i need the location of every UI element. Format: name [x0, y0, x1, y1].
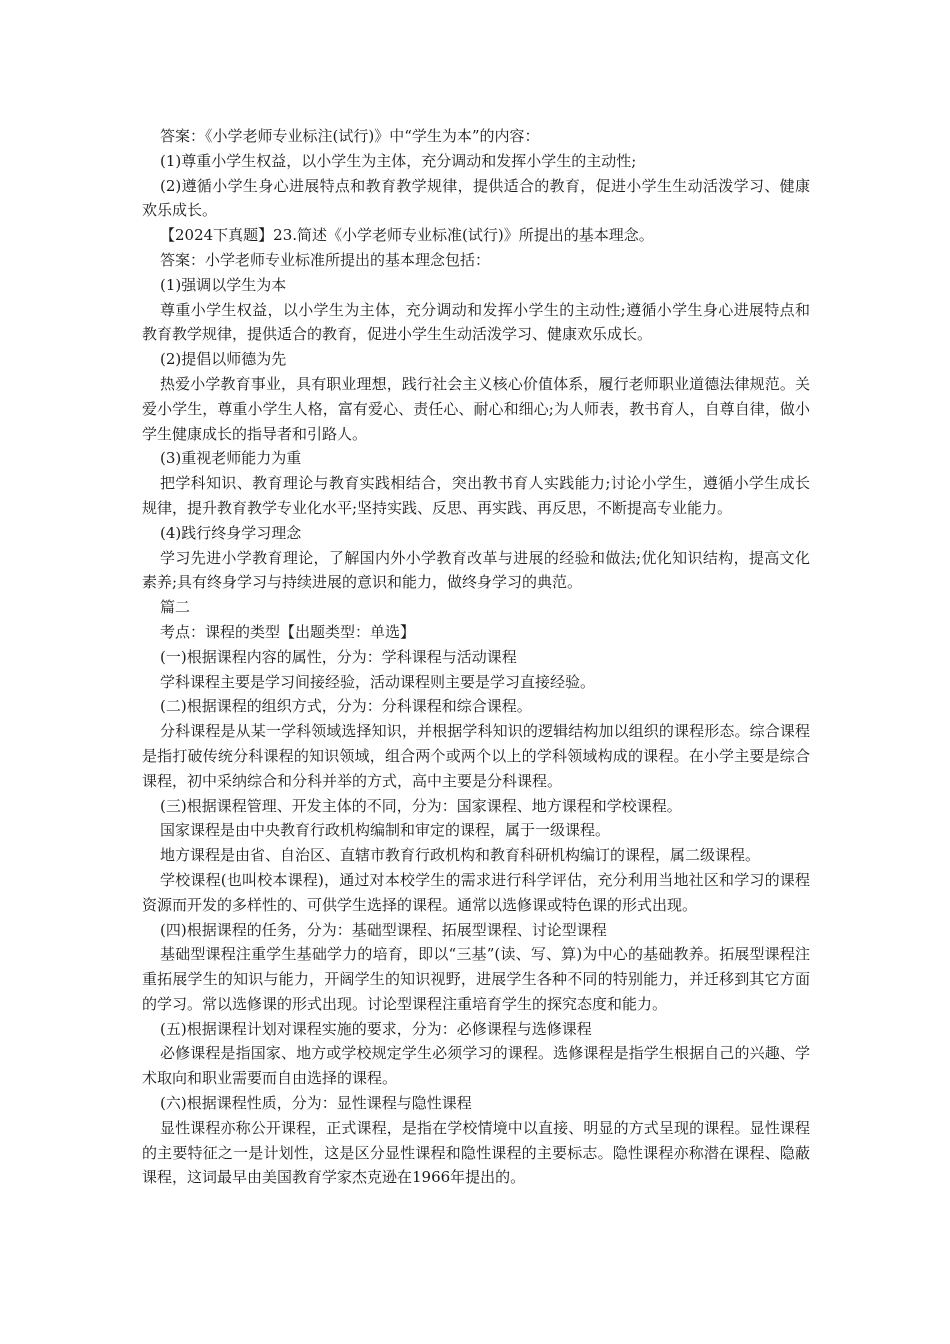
section-body: 显性课程亦称公开课程，正式课程，是指在学校情境中以直接、明显的方式呈现的课程。显性课程的主要特征之一是计划性，这是区分显性课程和隐性课程的主要标志。隐性课程亦称潜在课程、隐蔽课程，这词最早由美国教育学家杰克逊在1966年提出的。 — [142, 1118, 810, 1187]
section-heading: (4)践行终身学习理念 — [160, 523, 302, 542]
answer-intro: 答案：《小学老师专业标注(试行)》中“学生为本”的内容： — [160, 127, 540, 145]
section-body: 必修课程是指国家、地方或学校规定学生必须学习的课程。选修课程是指学生根据自己的兴趣、学术取向和职业需要而自由选择的课程。 — [142, 1044, 810, 1088]
section-heading: (2)提倡以师德为先 — [160, 350, 287, 369]
section-body: 基础型课程注重学生基础学力的培育，即以“三基”(读、写、算)为中心的基础教养。拓展型课程注重拓展学生的知识与能力，开阔学生的知识视野，进展学生各种不同的特别能力，并迁移到其它方面的学习。常以选修课的形式出现。讨论型课程注重培育学生的探究态度和能力。 — [142, 945, 810, 1013]
topic-heading: 考点：课程的类型【出题类型：单选】 — [160, 622, 416, 641]
section-body: 分科课程是从某一学科领域选择知识，并根据学科知识的逻辑结构加以组织的课程形态。综合课程是指打破传统分科课程的知识领域，组合两个或两个以上的学科领域构成的课程。在小学主要是综合课程，初中采纳综合和分科并举的方式，高中主要是分科课程。 — [142, 722, 810, 790]
part-title: 篇二 — [160, 598, 191, 617]
section-heading: (五)根据课程计划对课程实施的要求，分为：必修课程与选修课程 — [160, 1019, 592, 1038]
document-body — [142, 124, 810, 1190]
section-body: 热爱小学教育事业，具有职业理想，践行社会主义核心价值体系，履行老师职业道德法律规范。关爱小学生，尊重小学生人格，富有爱心、责任心、耐心和细心;为人师表，教书育人，自尊自律，做小学生健康成长的指导者和引路人。 — [142, 374, 810, 443]
section-heading: (四)根据课程的任务，分为：基础型课程、拓展型课程、讨论型课程 — [160, 920, 607, 939]
section-body: 地方课程是由省、自治区、直辖市教育行政机构和教育科研机构编订的课程，属二级课程。 — [160, 846, 761, 865]
section-body: 学习先进小学教育理论，了解国内外小学教育改革与进展的经验和做法;优化知识结构，提高文化素养;具有终身学习与持续进展的意识和能力，做终身学习的典范。 — [142, 548, 810, 592]
section-heading: (六)根据课程性质，分为：显性课程与隐性课程 — [160, 1094, 472, 1113]
section-body: 把学科知识、教育理论与教育实践相结合，突出教书育人实践能力;讨论小学生，遵循小学生成长规律，提升教育教学专业化水平;坚持实践、反思、再实践、再反思，不断提高专业能力。 — [142, 474, 810, 517]
section-heading: (3)重视老师能力为重 — [160, 449, 302, 468]
answer-intro: 答案：小学老师专业标准所提出的基本理念包括： — [160, 250, 491, 269]
section-body: 学科课程主要是学习间接经验，活动课程则主要是学习直接经验。 — [160, 672, 596, 691]
section-heading: (二)根据课程的组织方式，分为：分科课程和综合课程。 — [160, 697, 532, 716]
list-item-1: (1)尊重小学生权益，以小学生为主体，充分调动和发挥小学生的主动性; — [160, 151, 637, 170]
section-body: 学校课程(也叫校本课程)，通过对本校学生的需求进行科学评估，充分利用当地社区和学习的课程资源而开发的多样性的、可供学生选择的课程。通常以选修课或特色课的形式出现。 — [142, 870, 810, 914]
section-heading: (三)根据课程管理、开发主体的不同，分为：国家课程、地方课程和学校课程。 — [160, 796, 682, 815]
section-heading: (一)根据课程内容的属性，分为：学科课程与活动课程 — [160, 647, 517, 666]
list-item-2: (2)遵循小学生身心进展特点和教育教学规律，提供适合的教育，促进小学生生动活泼学习、健康欢乐成长。 — [142, 176, 810, 220]
section-body: 国家课程是由中央教育行政机构编制和审定的课程，属于一级课程。 — [160, 821, 611, 840]
exam-question: 【2024下真题】23.简述《小学老师专业标准(试行)》所提出的基本理念。 — [160, 226, 654, 245]
section-heading: (1)强调以学生为本 — [160, 275, 287, 294]
section-body: 尊重小学生权益，以小学生为主体，充分调动和发挥小学生的主动性;遵循小学生身心进展特点和教育教学规律，提供适合的教育，促进小学生生动活泼学习、健康欢乐成长。 — [142, 300, 810, 344]
